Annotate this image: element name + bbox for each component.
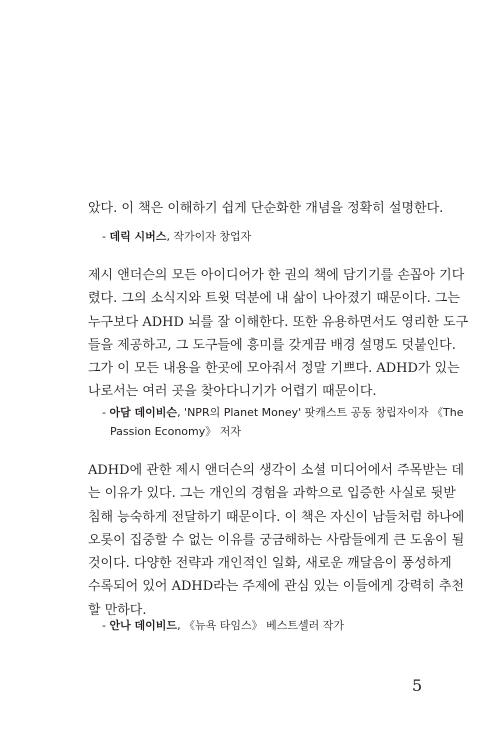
attribution-role-continued: Passion Economy》 저자 [110, 425, 241, 438]
attribution-dash: - [102, 230, 110, 243]
attribution-dash: - [102, 406, 110, 419]
quote3-line: 것이다. 다양한 전략과 개인적인 일화, 새로운 깨달음이 풍성하게 [88, 556, 452, 572]
attribution-name: 아담 데이비슨 [109, 406, 178, 419]
quote2-line: 누구보다 ADHD 뇌를 잘 이해한다. 또한 유용하면서도 영리한 도구 [88, 314, 469, 330]
quote1-text [88, 197, 444, 220]
quote3-line: 할 만하다. [88, 602, 147, 618]
quote3-line: 침해 능숙하게 전달하기 때문이다. 이 책은 자신이 남들처럼 하나에 [88, 509, 465, 525]
quote2-line: 제시 앤더슨의 모든 아이디어가 한 권의 책에 담기기를 손꼽아 기다 [88, 268, 465, 283]
quote3-line: 수록되어 있어 ADHD라는 주제에 관심 있는 이들에게 강력히 추천 [88, 579, 465, 595]
quote2-line: 나로서는 여러 곳을 찾아다니기가 어렵기 때문이다. [88, 384, 377, 400]
quote2-text [88, 264, 469, 404]
quote2-line: 들을 제공하고, 그 도구들에 흥미를 갖게끔 배경 설명도 덧붙인다. [88, 337, 456, 353]
attribution-dash: - [102, 619, 110, 632]
attribution-role: , 《뉴욕 타임스》 베스트셀러 작가 [177, 619, 345, 632]
quote2-line: 그가 이 모든 내용을 한곳에 모아줘서 정말 기쁘다. ADHD가 있는 [88, 361, 460, 377]
quote1-attribution [102, 227, 432, 246]
attribution-role: , 'NPR의 Planet Money' 팟캐스트 공동 창립자이자 《The [177, 406, 464, 419]
page-number: 5 [412, 676, 423, 695]
attribution-role: , 작가이자 창업자 [166, 230, 252, 243]
quote3-line: 는 이유가 있다. 그는 개인의 경험을 과학으로 입증한 사실로 뒷받 [88, 486, 456, 502]
attribution-name: 데릭 시버스 [109, 230, 167, 243]
quote3-line: ADHD에 관한 제시 앤더슨의 생각이 소셜 미디어에서 주목받는 데 [88, 463, 465, 478]
quote3-attribution [102, 616, 432, 635]
quote1-line: 았다. 이 책은 이해하기 쉽게 단순화한 개념을 정확히 설명한다. [88, 201, 444, 216]
quote2-line: 렸다. 그의 소식지와 트윗 덕분에 내 삶이 나아졌기 때문이다. 그는 [88, 291, 460, 307]
quote2-attribution [102, 403, 464, 441]
attribution-name: 안나 데이비드 [109, 619, 178, 632]
quote3-line: 오롯이 집중할 수 없는 이유를 궁금해하는 사람들에게 큰 도움이 될 [88, 532, 465, 548]
quote3-text [88, 459, 465, 622]
